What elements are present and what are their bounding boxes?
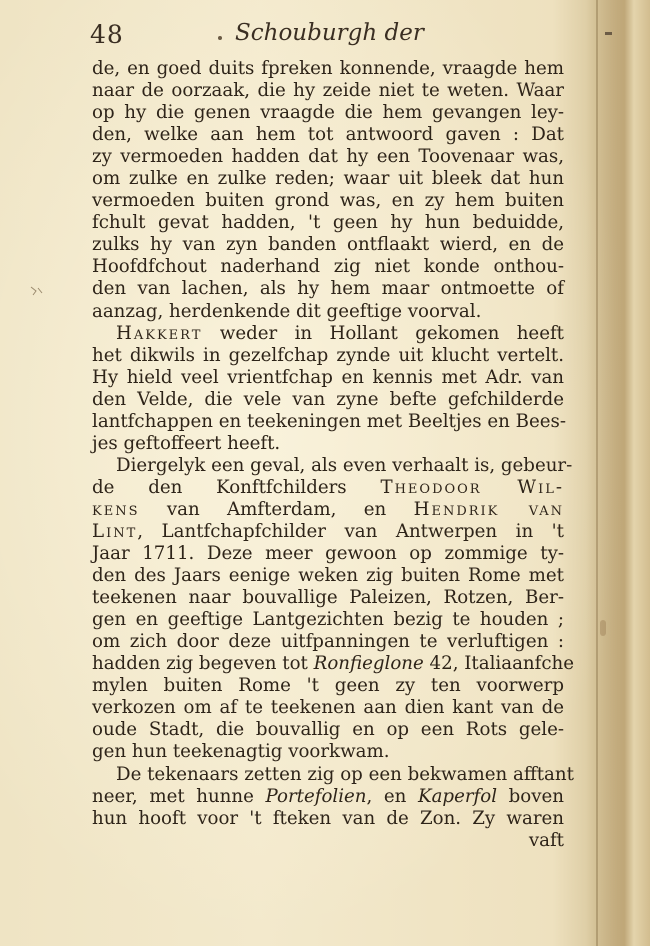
margin-pencil-mark bbox=[30, 285, 44, 297]
header-dot bbox=[218, 36, 222, 40]
line-text: de den Konftfchilders bbox=[92, 476, 381, 498]
line-text: om zulke en zulke reden; waar uit bleek dat hun bbox=[92, 168, 564, 190]
line-text: gen en geeftige Lantgezichten bezig te houden ; bbox=[92, 609, 564, 631]
text-line bbox=[92, 565, 564, 587]
line-text: verkozen om af te teekenen aan dien kant van de bbox=[92, 697, 564, 719]
line-text: 42, Italiaanfche bbox=[423, 653, 575, 675]
page-fold-line bbox=[596, 0, 598, 946]
italic-term: Kaperfol bbox=[418, 785, 498, 807]
line-text: Hy hield veel vrientfchap en kennis met Adr. van bbox=[92, 366, 564, 388]
line-text: zulks hy van zyn banden ontflaakt wierd, en de bbox=[92, 234, 564, 256]
running-title: Schouburgh der bbox=[235, 20, 424, 46]
text-line bbox=[92, 234, 564, 256]
text-line bbox=[92, 521, 564, 543]
name-small-caps: Hakkert bbox=[116, 322, 203, 344]
page-header bbox=[90, 16, 560, 56]
text-line bbox=[92, 345, 564, 367]
line-text: vaft bbox=[528, 829, 564, 851]
italic-term: Ronfieglone bbox=[313, 653, 424, 675]
line-text: fchult gevat hadden, 't geen hy hun beduidde, bbox=[92, 212, 564, 234]
line-text: hun hooft voor 't fteken van de Zon. Zy waren bbox=[92, 807, 564, 829]
text-line bbox=[92, 543, 564, 565]
line-text: neer, met hunne bbox=[92, 785, 266, 807]
line-text: aanzag, herdenkende dit geeftige voorval. bbox=[92, 300, 482, 322]
line-text: Diergelyk een geval, als even verhaalt is, gebeur- bbox=[116, 454, 573, 476]
page-number: 48 bbox=[90, 20, 124, 49]
line-text: teekenen naar bouvallige Paleizen, Rotzen, Ber- bbox=[92, 587, 564, 609]
name-small-caps: Theodoor Wil- bbox=[380, 476, 565, 498]
line-text: mylen buiten Rome 't geen zy ten voorwerp bbox=[92, 675, 564, 697]
name-small-caps: kens bbox=[92, 498, 140, 520]
line-text: lantfchappen en teekeningen met Beeltjes en Bees- bbox=[92, 410, 566, 432]
line-text: de, en goed duits fpreken konnende, vraagde hem bbox=[92, 58, 564, 79]
text-line bbox=[92, 256, 564, 278]
text-line bbox=[92, 323, 564, 345]
italic-term: Portefolien bbox=[265, 785, 367, 807]
line-text: om zich door deze uitfpanningen te verluftigen : bbox=[92, 631, 564, 653]
text-line bbox=[92, 433, 564, 455]
line-text: , en bbox=[366, 785, 418, 807]
text-line bbox=[92, 212, 564, 234]
text-line bbox=[92, 587, 564, 609]
text-line bbox=[92, 168, 564, 190]
line-text: , Lantfchapfchilder van Antwerpen in 't bbox=[137, 520, 564, 542]
text-line bbox=[92, 741, 564, 763]
text-line bbox=[92, 389, 564, 411]
line-text: den van lachen, als hy hem maar ontmoette of bbox=[92, 278, 564, 300]
line-text: den des Jaars eenige weken zig buiten Rome met bbox=[92, 565, 564, 587]
text-line bbox=[92, 786, 564, 808]
line-text: den, welke aan hem tot antwoord gaven : Dat bbox=[92, 124, 564, 146]
text-line bbox=[92, 367, 564, 389]
text-line bbox=[92, 653, 575, 675]
text-line bbox=[92, 609, 564, 631]
name-small-caps: Lint bbox=[92, 520, 138, 542]
text-line bbox=[92, 102, 564, 124]
header-dash bbox=[605, 32, 612, 35]
name-small-caps: Hendrik van bbox=[413, 498, 564, 520]
line-text: Hoofdfchout naderhand zig niet konde onthou- bbox=[92, 256, 564, 278]
text-line bbox=[92, 278, 564, 300]
text-line bbox=[92, 697, 564, 719]
text-line bbox=[92, 830, 564, 852]
text-line bbox=[92, 808, 564, 830]
text-line bbox=[92, 454, 573, 477]
text-line bbox=[92, 631, 564, 653]
text-line bbox=[92, 719, 564, 741]
line-text: De tekenaars zetten zig op een bekwamen afftant bbox=[116, 763, 574, 785]
line-text: vermoeden buiten grond was, en zy hem buiten bbox=[92, 190, 564, 212]
text-line bbox=[92, 190, 564, 212]
line-text: den Velde, die vele van zyne befte gefchilderde bbox=[92, 388, 564, 410]
text-line bbox=[92, 763, 574, 786]
text-line bbox=[92, 499, 564, 521]
line-text: van Amfterdam, en bbox=[139, 498, 414, 520]
text-line bbox=[92, 477, 564, 499]
text-line bbox=[92, 124, 564, 146]
text-line bbox=[92, 301, 564, 323]
line-text: hadden zig begeven tot bbox=[92, 653, 314, 675]
text-line bbox=[92, 675, 564, 697]
body-text bbox=[92, 58, 575, 852]
line-text: boven bbox=[497, 785, 564, 807]
line-text: weder in Hollant gekomen heeft bbox=[202, 322, 564, 344]
text-line bbox=[92, 146, 564, 168]
line-text: oude Stadt, die bouvallig en op een Rots gele- bbox=[92, 719, 564, 741]
line-text: jes geftoffeert heeft. bbox=[92, 432, 281, 454]
line-text: op hy die genen vraagde die hem gevangen ley- bbox=[92, 102, 564, 124]
text-line bbox=[92, 80, 564, 102]
line-text: gen hun teekenagtig voorkwam. bbox=[92, 741, 390, 763]
line-text: het dikwils in gezelfchap zynde uit klucht vertelt. bbox=[92, 344, 564, 366]
line-text: zy vermoeden hadden dat hy een Toovenaar was, bbox=[92, 146, 564, 168]
paper-smudge bbox=[600, 620, 606, 636]
line-text: Jaar 1711. Deze meer gewoon op zommige ty- bbox=[92, 543, 564, 565]
text-line bbox=[92, 411, 564, 433]
line-text: naar de oorzaak, die hy zeide niet te weten. Waar bbox=[92, 80, 564, 102]
text-line bbox=[92, 58, 564, 80]
